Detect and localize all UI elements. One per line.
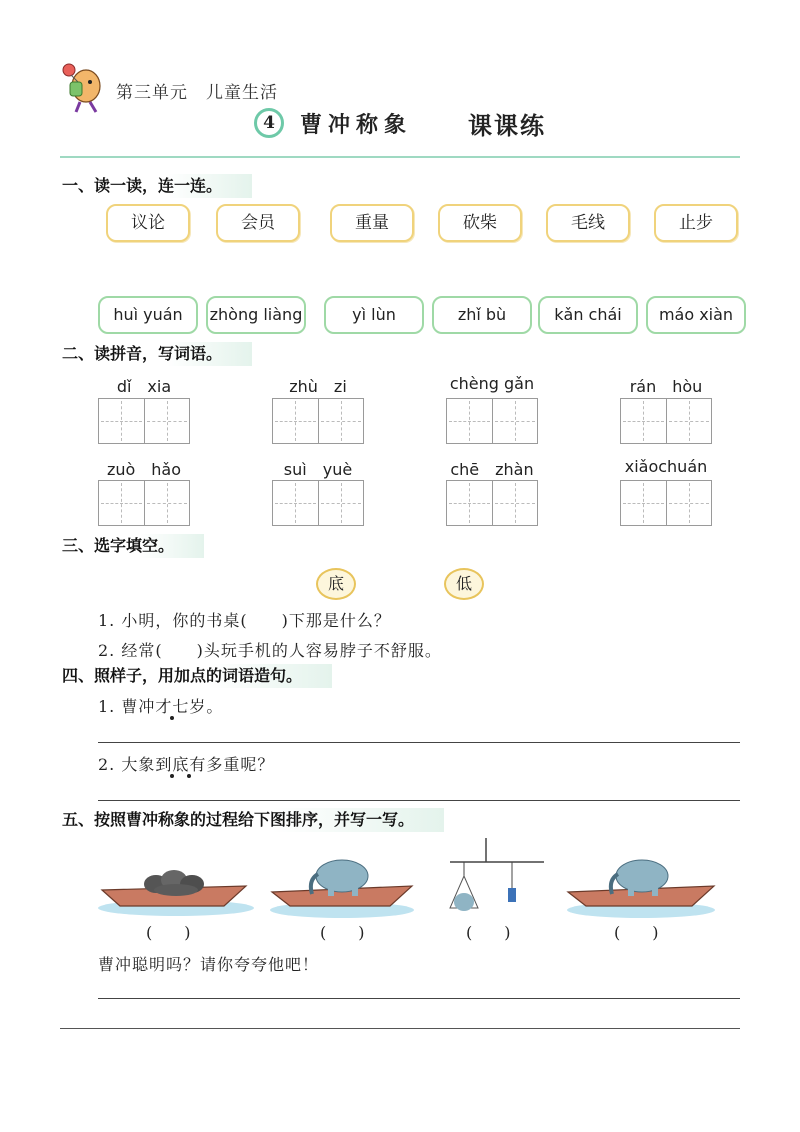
- mascot-icon: [56, 58, 106, 114]
- grid-cell[interactable]: [144, 399, 189, 443]
- pinyin-box[interactable]: huì yuán: [98, 296, 198, 334]
- fill-sentence: 1. 小明，你的书桌( )下那是什么？: [98, 611, 391, 630]
- word-box[interactable]: 会员: [216, 204, 300, 242]
- unit-label: 第三单元 儿童生活: [116, 83, 278, 103]
- writing-grid[interactable]: [620, 480, 712, 526]
- grid-cell[interactable]: [666, 399, 711, 443]
- lesson-subtitle: 课课练: [468, 111, 546, 140]
- fill-sentence: 2. 经常( )头玩手机的人容易脖子不舒服。: [98, 641, 442, 660]
- grid-cell[interactable]: [492, 481, 537, 525]
- word-box[interactable]: 重量: [330, 204, 414, 242]
- grid-cell[interactable]: [99, 399, 144, 443]
- choice-char-badge: 低: [444, 568, 484, 600]
- grid-cell[interactable]: [273, 481, 318, 525]
- grid-cell[interactable]: [318, 399, 363, 443]
- word-box[interactable]: 砍柴: [438, 204, 522, 242]
- section5-title: 五、按照曹冲称象的过程给下图排序，并写一写。: [62, 808, 444, 832]
- grid-cell[interactable]: [621, 481, 666, 525]
- pinyin-box[interactable]: yì lùn: [324, 296, 424, 334]
- pinyin-prompt: chē zhàn: [450, 460, 534, 479]
- boat-with-stones-picture: [96, 860, 256, 920]
- boat-with-elephant-picture: [564, 856, 718, 920]
- word-box[interactable]: 毛线: [546, 204, 630, 242]
- writing-grid[interactable]: [98, 398, 190, 444]
- emphasis-dot: [170, 716, 174, 720]
- example-sentence: 2. 大象到底有多重呢？: [98, 755, 275, 774]
- header-divider: [60, 156, 740, 158]
- pinyin-prompt: rán hòu: [629, 377, 703, 396]
- order-blank[interactable]: ( ): [466, 923, 511, 942]
- grid-cell[interactable]: [492, 399, 537, 443]
- word-box[interactable]: 止步: [654, 204, 738, 242]
- writing-grid[interactable]: [446, 398, 538, 444]
- writing-grid[interactable]: [272, 398, 364, 444]
- grid-cell[interactable]: [144, 481, 189, 525]
- footer-divider: [60, 1028, 740, 1029]
- lesson-title: 曹冲称象: [300, 112, 413, 138]
- grid-cell[interactable]: [99, 481, 144, 525]
- section1-title: 一、读一读，连一连。: [62, 174, 252, 198]
- pinyin-prompt: zhù zi: [289, 377, 347, 396]
- order-blank[interactable]: ( ): [320, 923, 365, 942]
- pinyin-prompt: xiǎochuán: [624, 457, 708, 476]
- answer-line[interactable]: [98, 742, 740, 743]
- writing-grid[interactable]: [446, 480, 538, 526]
- emphasis-dot: [170, 774, 174, 778]
- section2-title: 二、读拼音，写词语。: [62, 342, 252, 366]
- emphasis-dot: [187, 774, 191, 778]
- section3-title: 三、选字填空。: [62, 534, 204, 558]
- word-box[interactable]: 议论: [106, 204, 190, 242]
- pinyin-box[interactable]: máo xiàn: [646, 296, 746, 334]
- order-blank[interactable]: ( ): [614, 923, 659, 942]
- section4-title: 四、照样子，用加点的词语造句。: [62, 664, 332, 688]
- pinyin-prompt: chèng gǎn: [449, 374, 535, 393]
- grid-cell[interactable]: [621, 399, 666, 443]
- example-sentence: 1. 曹冲才七岁。: [98, 697, 224, 716]
- grid-cell[interactable]: [666, 481, 711, 525]
- grid-cell[interactable]: [273, 399, 318, 443]
- steelyard-scale-picture: [446, 836, 546, 920]
- boat-with-elephant-picture: [268, 856, 416, 920]
- pinyin-prompt: dǐ xia: [116, 377, 172, 396]
- lesson-number-badge: 4: [254, 108, 284, 138]
- writing-grid[interactable]: [272, 480, 364, 526]
- answer-line[interactable]: [98, 800, 740, 801]
- pinyin-prompt: suì yuè: [283, 460, 353, 479]
- grid-cell[interactable]: [318, 481, 363, 525]
- grid-cell[interactable]: [447, 399, 492, 443]
- pinyin-box[interactable]: zhǐ bù: [432, 296, 532, 334]
- pinyin-prompt: zuò hǎo: [106, 460, 182, 479]
- grid-cell[interactable]: [447, 481, 492, 525]
- order-blank[interactable]: ( ): [146, 923, 191, 942]
- writing-prompt: 曹冲聪明吗？请你夸夸他吧！: [98, 955, 320, 974]
- writing-grid[interactable]: [620, 398, 712, 444]
- answer-line[interactable]: [98, 998, 740, 999]
- pinyin-box[interactable]: zhòng liàng: [206, 296, 306, 334]
- pinyin-box[interactable]: kǎn chái: [538, 296, 638, 334]
- writing-grid[interactable]: [98, 480, 190, 526]
- choice-char-badge: 底: [316, 568, 356, 600]
